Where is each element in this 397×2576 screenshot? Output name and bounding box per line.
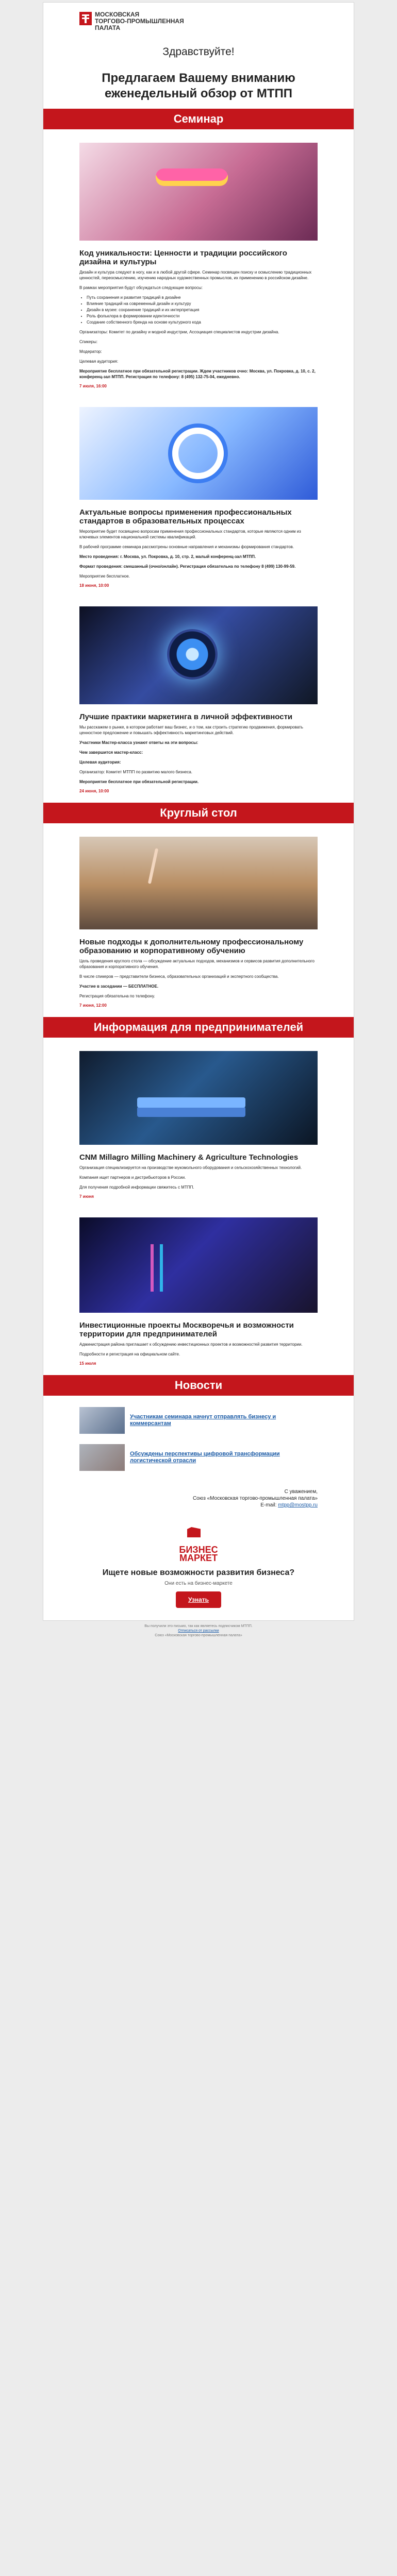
logo-line-3: ПАЛАТА [95,24,121,31]
event-paragraph: Участие в заседании — БЕСПЛАТНОЕ. [79,984,159,989]
greeting: Здравствуйте! [162,46,235,58]
event-date: 7 июня, 12:00 [79,1003,107,1008]
event-paragraph: Дизайн и культура следуют в ногу, как и в любой другой сфере. Семинар посвящен поиску и осмыслению традиционных ценностей, переосмыслению, изучению народных художественных промыслов, их применению в российском дизайне. [79,270,312,280]
news-item[interactable] [79,1444,318,1471]
event-paragraph: Чем завершится мастер-класс: [79,750,143,755]
event-title: CNM Millagro Milling Machinery & Agriculture Technologies [79,1153,299,1162]
intro-heading: Предлагаем Вашему вниманию еженедельный обзор от МТПП [102,71,295,100]
event-paragraph: Организаторы: Комитет по дизайну и модной индустрии, Ассоциация специалистов индустрии дизайна. [79,330,279,334]
footer [44,1624,353,1638]
signature [43,1488,354,1513]
event-image [79,837,318,929]
section-seminar: Семинар [43,109,354,129]
event-paragraph: Подробности и регистрация на официальном сайте. [79,1352,180,1357]
chamber-logo-icon [79,12,92,25]
footer-line-3: Союз «Московская торгово-промышленная палата» [155,1634,242,1637]
event-place: Место проведения: г. Москва, ул. Покровка, д. 10, стр. 2, малый конференц-зал МТПП. [79,554,256,559]
event-body [79,958,318,999]
event-image [79,1217,318,1313]
business-market-logo-icon [184,1523,213,1540]
newsletter [43,2,354,1621]
event-card [43,129,354,394]
event-paragraph: В рамках мероприятия будут обсуждаться следующие вопросы: [79,285,203,290]
unsubscribe-link[interactable]: Отписаться от рассылки [178,1629,219,1633]
header [43,3,354,41]
event-paragraph: Мероприятие бесплатное при обязательной регистрации. [79,779,199,784]
logo-line-1: МОСКОВСКАЯ [95,11,140,18]
event-body [79,1342,318,1357]
event-paragraph: Целевая аудитория: [79,359,119,364]
event-title: Новые подходы к дополнительному профессиональному образованию и корпоративному обучению [79,938,304,955]
signature-line-1: С уважением, [284,1489,318,1495]
event-paragraph: Компания ищет партнеров и дистрибьюторов в России. [79,1175,186,1180]
news-list [43,1396,354,1488]
event-date: 7 июня [79,1194,94,1199]
business-market-promo [43,1513,354,1620]
event-paragraph: Целевая аудитория: [79,760,121,765]
event-card [43,394,354,593]
business-market-question: Ищете новые возможности развития бизнеса? [102,1568,295,1577]
event-image [79,1051,318,1145]
event-paragraph: Цель проведения круглого стола — обсуждение актуальных подходов, механизмов и сервисов развития дополнительного образования и корпоративного обучения. [79,959,315,969]
signature-email-row [79,1502,318,1509]
event-details: Мероприятие бесплатное при обязательной регистрации. Ждем участников очно: Москва, ул. Покровка, д. 10, с. 2, конференц-зал МТПП. Регистрация по телефону: 8 (495) 132-75-04, ежедневно. [79,369,316,379]
news-item[interactable] [79,1407,318,1434]
business-market-subtitle: Они есть на бизнес-маркете [164,1581,233,1586]
event-bullet: • Создание собственного бренда на основе культурного кода [87,319,318,325]
news-thumbnail [79,1407,125,1434]
section-news: Новости [43,1375,354,1396]
event-paragraph: Регистрация обязательна по телефону. [79,994,155,998]
learn-more-button[interactable]: Узнать [176,1591,221,1608]
event-body [79,724,318,785]
event-image [79,407,318,500]
event-body [79,1165,318,1190]
event-paragraph: Организатор: Комитет МТПП по развитию малого бизнеса. [79,770,192,774]
news-link[interactable]: Обсуждены перспективы цифровой трансформации логистической отрасли [130,1451,280,1464]
event-paragraph: В числе спикеров — представители бизнеса, образовательных организаций и экспертного сообщества. [79,974,279,979]
event-date: 7 июля, 16:00 [79,384,107,388]
event-title: Код уникальности: Ценности и традиции российского дизайна и культуры [79,249,287,266]
section-business: Информация для предпринимателей [43,1017,354,1038]
event-bullet: • Дизайн в музее: сохранение традиций и их интерпретация [87,307,318,313]
chamber-logo-text [95,11,184,31]
event-card [43,593,354,799]
section-roundtable: Круглый стол [43,803,354,823]
event-image [79,143,318,241]
event-bullet: • Путь сохранения и развития традиций в дизайне [87,295,318,300]
event-paragraph: Администрация района приглашает к обсуждению инвестиционных проектов и возможностей развития территории. [79,1342,303,1347]
event-image [79,606,318,704]
event-paragraph: Мы расскажем о рынке, в котором работает ваш бизнес, и о том, как строить стратегию продвижения, формировать ценностное предложение и повышать эффективность маркетинговых действий. [79,725,303,735]
event-title: Инвестиционные проекты Москворечья и возможности территории для предпринимателей [79,1321,294,1338]
event-card [43,823,354,1013]
event-card [43,1204,354,1371]
event-date: 24 июня, 10:00 [79,789,109,793]
event-paragraph: Участники Мастер-класса узнают ответы на эти вопросы: [79,740,198,745]
event-card [43,1038,354,1204]
event-title: Лучшие практики маркетинга в личной эффективности [79,713,293,721]
signature-email-link[interactable]: mtpp@mostpp.ru [278,1502,318,1508]
event-format: Формат проведения: смешанный (очно/онлайн). Регистрация обязательна по телефону 8 (499) 130-99-59. [79,564,296,569]
business-market-brand-line-1: БИЗНЕС [179,1545,218,1555]
event-date: 18 июня, 10:00 [79,583,109,588]
signature-email-label: E-mail: [260,1502,277,1508]
signature-line-2: Союз «Московская торгово-промышленная палата» [192,1496,318,1501]
event-bullet: • Влияние традиций на современный дизайн и культуру [87,301,318,307]
event-paragraph: Для получения подробной информации свяжитесь с МТПП. [79,1185,194,1190]
event-paragraph: Мероприятие будет посвящено вопросам применения профессиональных стандартов, которые являются одним из ключевых элементов национальной системы квалификаций. [79,529,301,539]
event-date: 15 июля [79,1361,96,1366]
event-paragraph: В рабочей программе семинара рассмотрены основные направления и механизмы формирования стандартов. [79,545,294,549]
event-body [79,269,318,380]
event-title: Актуальные вопросы применения профессиональных стандартов в образовательных процессах [79,508,292,526]
business-market-brand-line-2: МАРКЕТ [179,1553,218,1563]
news-link[interactable]: Участникам семинара начнут отправлять бизнесу и коммерсантам [130,1414,276,1427]
event-bullets [87,295,318,325]
event-paragraph: Модератор: [79,349,102,354]
event-bullet: • Роль фольклора в формировании идентичности [87,313,318,319]
news-thumbnail [79,1444,125,1471]
logo-line-2: ТОРГОВО-ПРОМЫШЛЕННАЯ [95,18,184,25]
event-body [79,529,318,579]
business-market-brand [43,1546,354,1562]
event-paragraph: Мероприятие бесплатное. [79,574,130,579]
event-paragraph: Организация специализируется на производстве мукомольного оборудования и сельскохозяйственных технологий. [79,1165,302,1170]
footer-line-1: Вы получили это письмо, так как являетесь подписчиком МТПП. [144,1624,253,1628]
event-paragraph: Спикеры: [79,340,98,344]
